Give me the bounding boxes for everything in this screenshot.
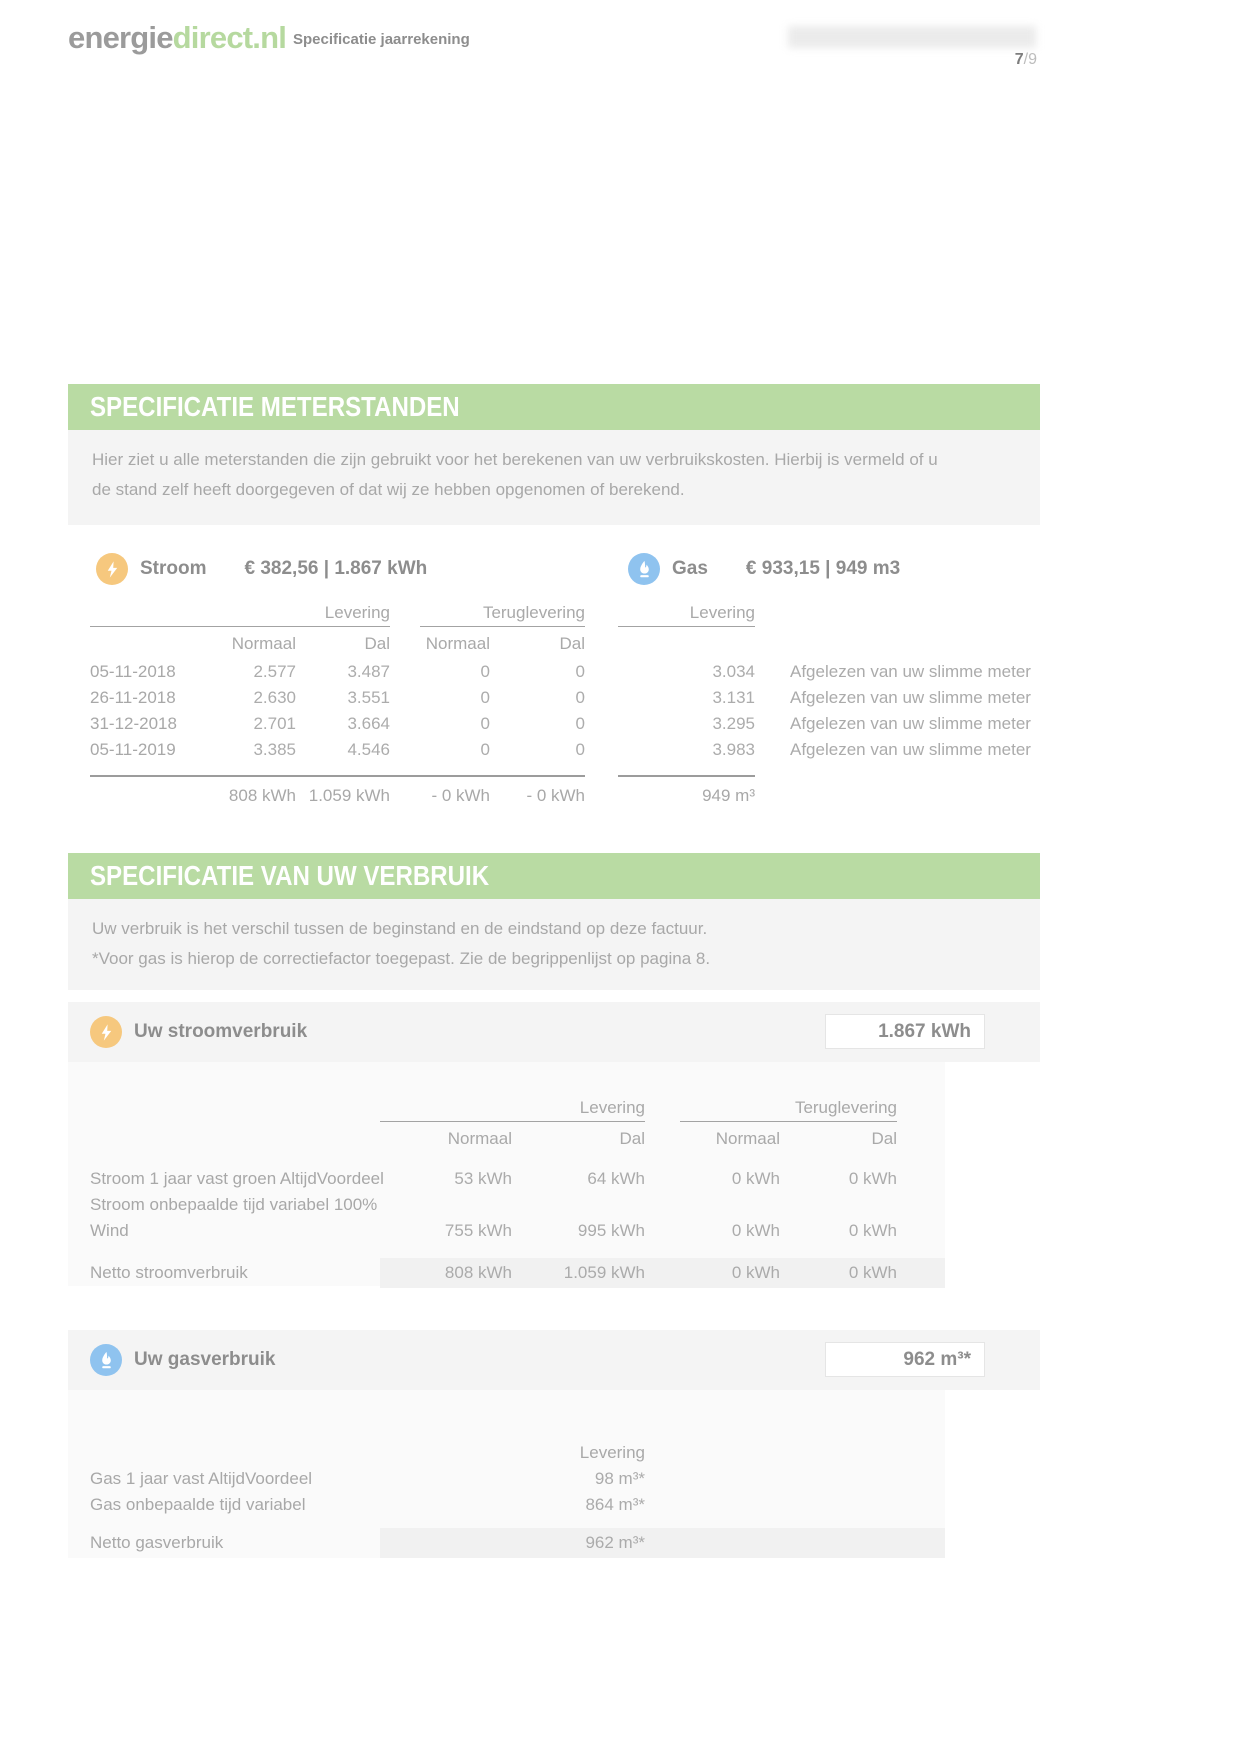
gasverbruik-total-badge: 962 m³* (825, 1342, 985, 1377)
product-levering: 98 m³* (594, 1469, 645, 1488)
product-teruglevering-normaal: 0 kWh (731, 1221, 780, 1240)
electricity-icon (90, 1016, 122, 1048)
meterstanden-description (68, 430, 1040, 525)
netto-dal: 1.059 kWh (563, 1263, 645, 1282)
product-teruglevering-normaal: 0 kWh (731, 1169, 780, 1188)
column-group-teruglevering: Teruglevering (420, 601, 585, 627)
total-dal: 1.059 kWh (308, 786, 390, 805)
total-teruglevering-dal: - 0 kWh (526, 786, 585, 805)
stroom-amount: € 382,56 | 1.867 kWh (244, 558, 428, 579)
totals-divider-stroom (90, 763, 585, 777)
column-header-dal: Dal (619, 1129, 645, 1148)
meter-row-teruglevering-normaal: 0 (480, 688, 490, 707)
meterstanden-description-line1: Hier ziet u alle meterstanden die zijn gebruikt voor het berekenen van uw verbruikskosten. Hierbij is vermeld of u (92, 450, 938, 469)
total-teruglevering-normaal: - 0 kWh (431, 786, 490, 805)
netto-stroomverbruik-row (90, 1258, 1040, 1288)
netto-highlight-band (380, 1258, 945, 1288)
column-header-normaal: Normaal (447, 1129, 512, 1148)
meter-row-gas: 3.295 (712, 714, 755, 733)
stroomverbruik-header-row (90, 1098, 1040, 1122)
total-normaal: 808 kWh (228, 786, 296, 805)
electricity-icon (96, 553, 128, 585)
product-label: Gas onbepaalde tijd variabel (90, 1495, 306, 1514)
stroom-summary (96, 550, 427, 588)
product-dal: 995 kWh (577, 1221, 645, 1240)
page-number (840, 51, 1037, 69)
verbruik-description-line1: Uw verbruik is het verschil tussen de beginstand en de eindstand op deze factuur. (92, 919, 708, 938)
meter-row-teruglevering-normaal: 0 (480, 714, 490, 733)
stroomverbruik-title: Uw stroomverbruik (134, 1021, 308, 1042)
column-group-levering: Levering (90, 601, 390, 627)
gasverbruik-product-row (90, 1466, 1040, 1492)
meter-row-dal: 3.487 (347, 662, 390, 681)
meter-row-normaal: 2.701 (253, 714, 296, 733)
meter-row-dal: 4.546 (347, 740, 390, 759)
gasverbruik-table (90, 1440, 1040, 1558)
meter-row-normaal: 2.630 (253, 688, 296, 707)
document-title: Specificatie jaarrekening (293, 31, 470, 48)
meter-row-dal: 3.664 (347, 714, 390, 733)
meter-readings-table (90, 601, 1030, 811)
product-teruglevering-dal: 0 kWh (848, 1221, 897, 1240)
stroomverbruik-subheader-row (90, 1122, 1040, 1154)
product-label: Stroom onbepaalde tijd variabel 100% Wind (90, 1195, 378, 1240)
meter-row-normaal: 2.577 (253, 662, 296, 681)
netto-highlight-band (380, 1528, 945, 1558)
column-header-levering: Levering (579, 1443, 645, 1462)
netto-teruglevering-normaal: 0 kWh (731, 1263, 780, 1282)
gas-flame-icon (628, 553, 660, 585)
meter-row-teruglevering-dal: 0 (575, 714, 585, 733)
section-banner-meterstanden-title: SPECIFICATIE METERSTANDEN (90, 391, 460, 422)
stroomverbruik-section (68, 1002, 1040, 1286)
column-group-teruglevering: Teruglevering (680, 1098, 897, 1122)
redacted-reference-bar (788, 26, 1036, 48)
verbruik-description-line2: *Voor gas is hierop de correctiefactor toegepast. Zie de begrippenlijst op pagina 8. (92, 949, 711, 968)
product-normaal: 53 kWh (454, 1169, 512, 1188)
netto-label: Netto stroomverbruik (90, 1263, 248, 1282)
gas-summary (628, 550, 900, 588)
meter-row-gas: 3.131 (712, 688, 755, 707)
stroomverbruik-product-row (90, 1192, 1040, 1244)
stroomverbruik-product-row (90, 1166, 1040, 1192)
meter-row-teruglevering-dal: 0 (575, 662, 585, 681)
column-group-levering: Levering (380, 1098, 645, 1122)
stroomverbruik-table (90, 1098, 1040, 1288)
column-header-teruglevering-dal: Dal (559, 634, 585, 653)
meter-row-note: Afgelezen van uw slimme meter (790, 714, 1031, 733)
meter-row-teruglevering-dal: 0 (575, 740, 585, 759)
logo-text-direct: direct.nl (172, 20, 287, 55)
column-header-teruglevering-normaal: Normaal (425, 634, 490, 653)
column-header-teruglevering-dal: Dal (871, 1129, 897, 1148)
section-banner-verbruik-title: SPECIFICATIE VAN UW VERBRUIK (90, 860, 490, 891)
gasverbruik-title: Uw gasverbruik (134, 1349, 276, 1370)
page-total: /9 (1023, 51, 1037, 68)
product-dal: 64 kWh (587, 1169, 645, 1188)
logo-text-energie: energie (68, 20, 173, 55)
product-label: Stroom 1 jaar vast groen AltijdVoordeel (90, 1169, 384, 1188)
total-gas: 949 m³ (702, 786, 755, 805)
gas-flame-icon (90, 1344, 122, 1376)
product-label: Gas 1 jaar vast AltijdVoordeel (90, 1469, 313, 1488)
energiedirect-logo (68, 20, 286, 56)
meter-row-gas: 3.983 (712, 740, 755, 759)
meter-row-gas: 3.034 (712, 662, 755, 681)
gas-label: Gas (672, 558, 708, 579)
section-banner-verbruik (68, 853, 1040, 899)
netto-gasverbruik-row (90, 1528, 1040, 1558)
meter-row-date: 05-11-2018 (90, 662, 176, 681)
meter-row-teruglevering-dal: 0 (575, 688, 585, 707)
gasverbruik-section (68, 1330, 1040, 1558)
page-current: 7 (1014, 51, 1024, 68)
meter-row-date: 05-11-2019 (90, 740, 176, 759)
meter-row-teruglevering-normaal: 0 (480, 662, 490, 681)
meterstanden-description-line2: de stand zelf heeft doorgegeven of dat wij ze hebben opgenomen of berekend. (92, 480, 685, 499)
meter-row-note: Afgelezen van uw slimme meter (790, 688, 1031, 707)
column-header-teruglevering-normaal: Normaal (715, 1129, 780, 1148)
netto-normaal: 808 kWh (444, 1263, 512, 1282)
verbruik-description (68, 899, 1040, 990)
meter-row-note: Afgelezen van uw slimme meter (790, 662, 1031, 681)
totals-divider-gas (618, 763, 755, 777)
column-header-normaal: Normaal (231, 634, 296, 653)
netto-teruglevering-dal: 0 kWh (848, 1263, 897, 1282)
gasverbruik-product-row (90, 1492, 1040, 1518)
product-levering: 864 m³* (585, 1495, 645, 1514)
gasverbruik-header-row (90, 1440, 1040, 1466)
netto-label: Netto gasverbruik (90, 1533, 224, 1552)
meter-row-note: Afgelezen van uw slimme meter (790, 740, 1031, 759)
meter-row-dal: 3.551 (347, 688, 390, 707)
meter-row-date: 31-12-2018 (90, 714, 177, 733)
column-header-dal: Dal (364, 634, 390, 653)
meter-row-normaal: 3.385 (253, 740, 296, 759)
section-banner-meterstanden (68, 384, 1040, 430)
netto-levering: 962 m³* (585, 1533, 645, 1552)
stroomverbruik-total-badge: 1.867 kWh (825, 1014, 985, 1049)
meter-row-teruglevering-normaal: 0 (480, 740, 490, 759)
gas-amount: € 933,15 | 949 m3 (745, 558, 901, 579)
meter-row-date: 26-11-2018 (90, 688, 176, 707)
product-teruglevering-dal: 0 kWh (848, 1169, 897, 1188)
product-normaal: 755 kWh (444, 1221, 512, 1240)
column-group-gas-levering: Levering (618, 601, 755, 627)
stroom-label: Stroom (140, 558, 207, 579)
